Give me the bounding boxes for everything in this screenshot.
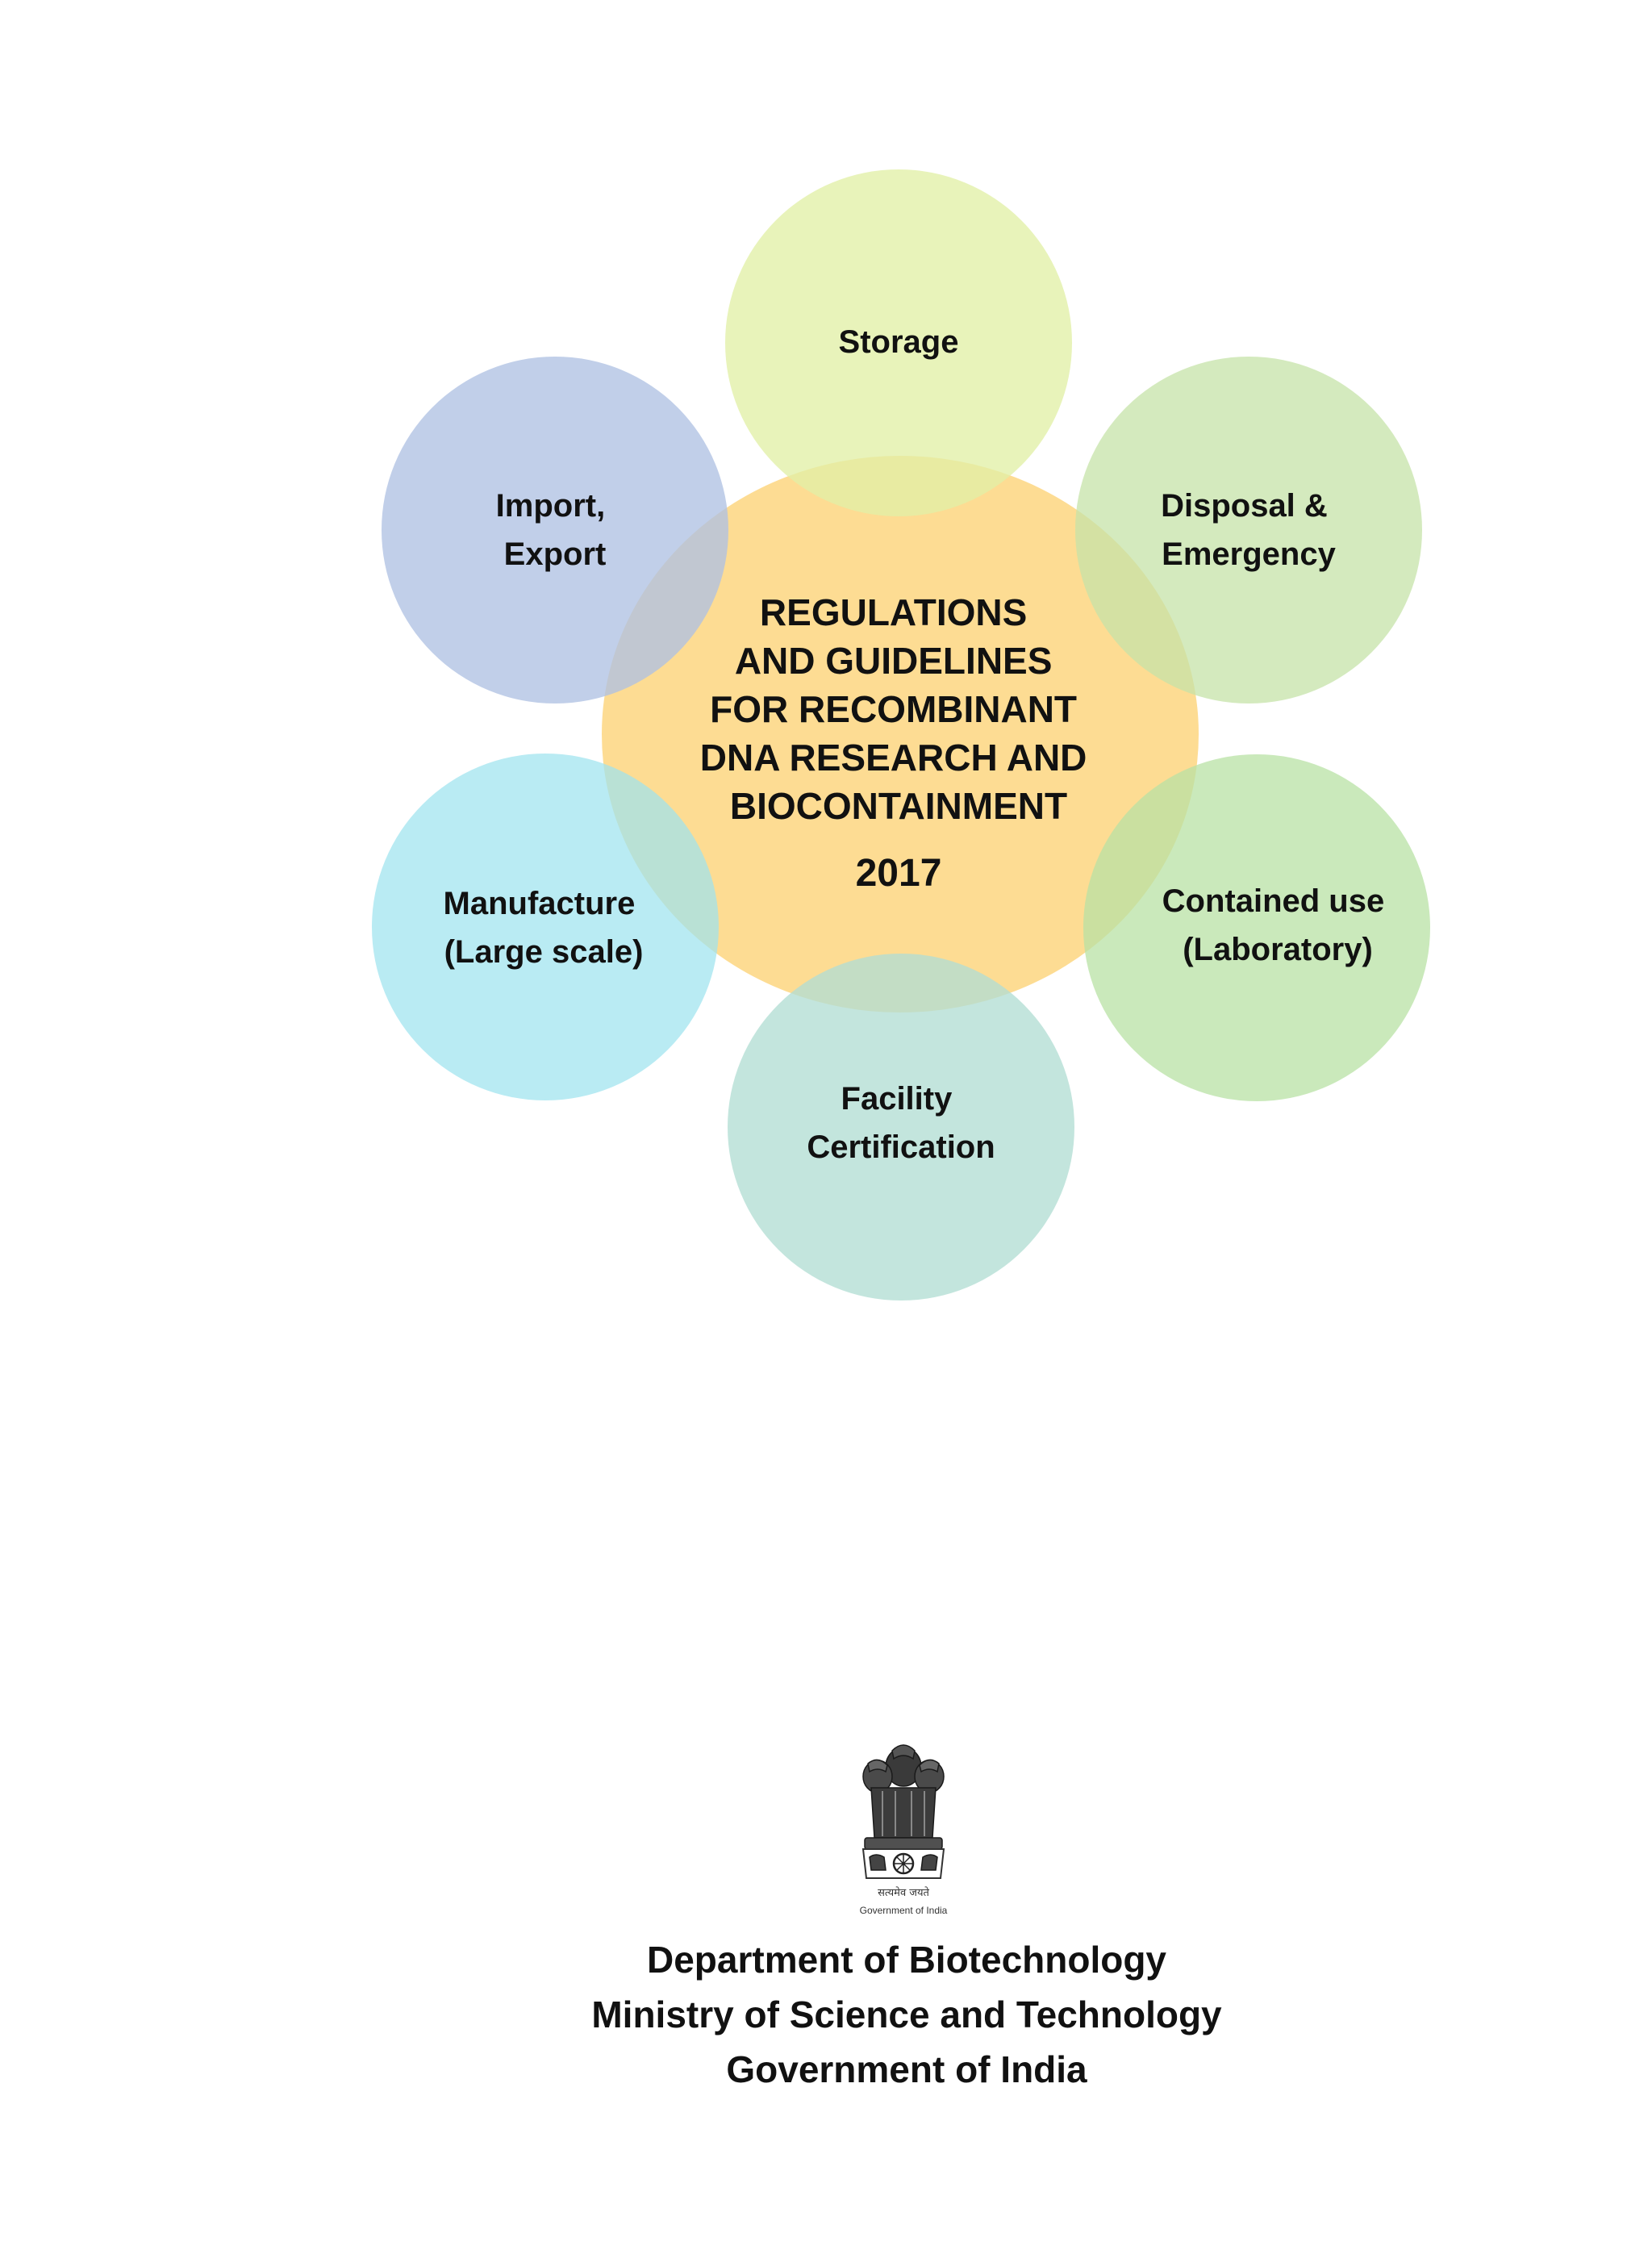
storage-label-line: Storage bbox=[838, 324, 959, 360]
facility-label-line: Certification bbox=[807, 1129, 995, 1165]
center-title-line: DNA RESEARCH AND bbox=[699, 737, 1087, 779]
manufacture-circle-group bbox=[372, 754, 719, 1100]
disposal-circle-group bbox=[1075, 357, 1422, 703]
manufacture-label-line: Manufacture bbox=[443, 886, 636, 921]
import-export-circle bbox=[382, 357, 728, 703]
disposal-label-line: Emergency bbox=[1162, 536, 1336, 572]
center-title-line: REGULATIONS bbox=[759, 591, 1028, 633]
center-title-line: AND GUIDELINES bbox=[734, 640, 1053, 682]
import-label-line: Export bbox=[503, 536, 607, 572]
disposal-circle bbox=[1075, 357, 1422, 703]
publisher-block bbox=[423, 1932, 1391, 2097]
manufacture-circle bbox=[372, 754, 719, 1100]
contained-use-circle bbox=[1083, 754, 1430, 1101]
emblem-caption: Government of India bbox=[859, 1905, 948, 1916]
emblem-motto: सत्यमेव जयते bbox=[878, 1887, 929, 1899]
center-year: 2017 bbox=[855, 852, 942, 895]
center-title-line: BIOCONTAINMENT bbox=[729, 785, 1068, 827]
national-emblem bbox=[839, 1735, 968, 1920]
disposal-label-line: Disposal & bbox=[1161, 488, 1328, 524]
manufacture-label-line: (Large scale) bbox=[444, 934, 644, 970]
department-name: Department of Biotechnology bbox=[646, 1939, 1167, 1981]
facility-circle-group bbox=[728, 954, 1074, 1301]
import-circle-group bbox=[382, 357, 728, 703]
facility-certification-circle bbox=[728, 954, 1074, 1301]
government-name: Government of India bbox=[726, 2048, 1087, 2090]
storage-label bbox=[839, 324, 959, 360]
contained-use-label-line: (Laboratory) bbox=[1183, 932, 1373, 967]
emblem-icon bbox=[863, 1745, 944, 1878]
facility-label-line: Facility bbox=[841, 1081, 953, 1117]
contained-use-label-line: Contained use bbox=[1162, 883, 1385, 919]
center-title-line: FOR RECOMBINANT bbox=[710, 688, 1078, 730]
ministry-name: Ministry of Science and Technology bbox=[591, 1994, 1222, 2035]
contained-circle-group bbox=[1083, 754, 1430, 1101]
import-label-line: Import, bbox=[495, 488, 606, 524]
